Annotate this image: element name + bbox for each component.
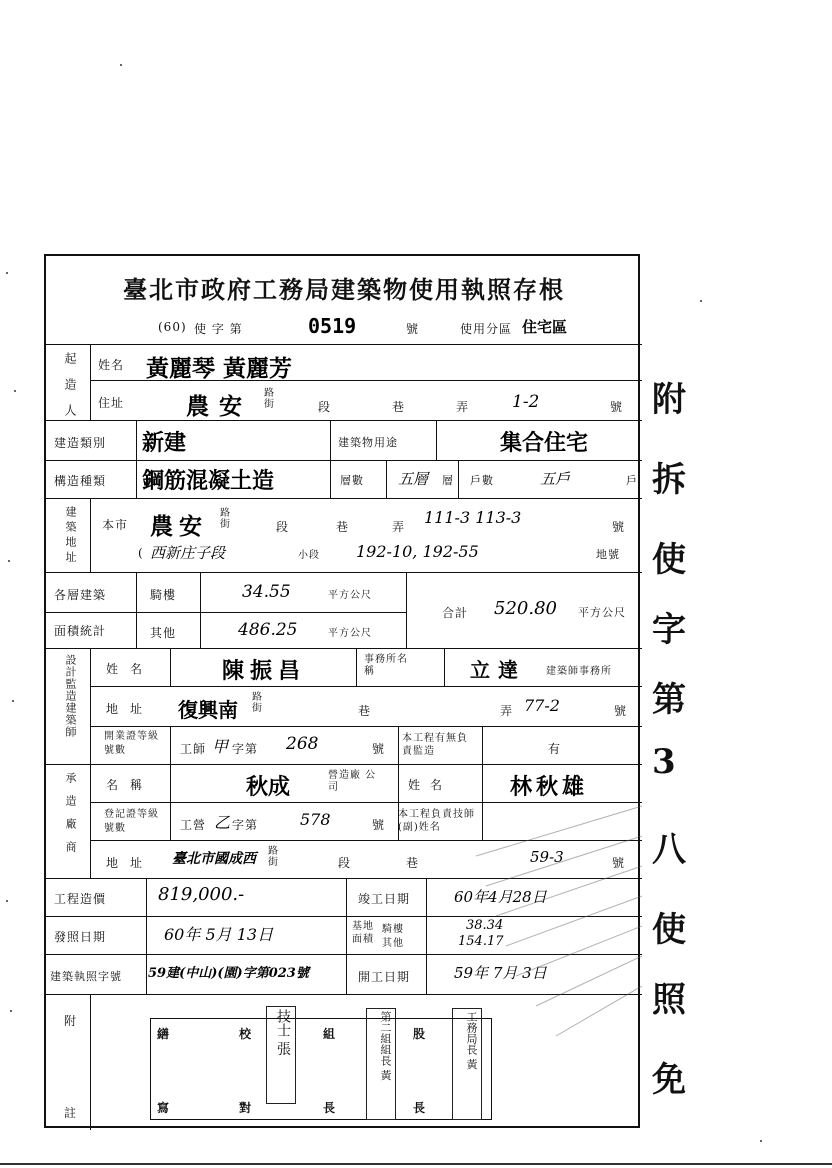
- contractor-license-prefix: 工營: [180, 818, 207, 832]
- designer-office-value: 立達: [470, 658, 526, 682]
- area-arcade-value: 34.55: [242, 582, 291, 602]
- applicant-addr-no: 1-2: [512, 392, 540, 412]
- households-label: 戶數: [470, 474, 494, 487]
- designer-road-unit: 路 街: [252, 692, 263, 714]
- site-nos: 111-3 113-3: [424, 508, 522, 527]
- cost-label: 工程造價: [54, 892, 107, 906]
- floors-unit: 層: [442, 474, 454, 487]
- sign-slot-4: 股: [413, 1027, 427, 1041]
- side-char: 免: [652, 1060, 686, 1100]
- building-class-value: 新建: [142, 430, 187, 456]
- contractor-tech-label: 本工程負責技師(副)姓名: [398, 809, 475, 833]
- designer-addr-no: 77-2: [524, 696, 560, 715]
- contractor-license-unit: 號: [372, 818, 386, 832]
- remarks-label-bottom: 註: [64, 1106, 78, 1120]
- applicant-alley: 弄: [456, 400, 470, 414]
- sign-slot-1b: 寫: [157, 1101, 171, 1115]
- complete-label: 竣工日期: [358, 892, 411, 906]
- designer-license-no: 268: [286, 734, 319, 754]
- structure-label: 構造種類: [54, 474, 107, 488]
- cost-value: 819,000.-: [158, 884, 245, 905]
- designer-no-unit: 號: [614, 704, 628, 718]
- stamp-technician: 技士 張: [266, 1006, 296, 1104]
- designer-lane: 巷: [358, 704, 372, 718]
- contractor-license-grade: 乙: [214, 813, 231, 832]
- designer-addr-label: 地址: [106, 702, 155, 716]
- side-char: 3: [652, 742, 676, 782]
- building-use-value: 集合住宅: [500, 430, 589, 456]
- area-arcade-unit: 平方公尺: [328, 590, 372, 601]
- sign-slot-3: 組: [323, 1027, 337, 1041]
- contractor-section: 段: [338, 856, 352, 870]
- designer-office-suffix: 建築師事務所: [546, 666, 612, 677]
- designer-alley: 弄: [500, 704, 514, 718]
- area-arcade-label: 騎樓: [150, 588, 177, 602]
- designer-group-label: 設計監造建築師: [64, 654, 77, 738]
- designer-license-label: 開業證等級號數: [104, 731, 159, 756]
- sign-slot-2: 校: [239, 1027, 253, 1041]
- designer-supervisor-label: 本工程有無負責監造: [402, 733, 468, 757]
- start-value: 59年 7月 3日: [454, 964, 547, 982]
- designer-name-value: 陳振昌: [222, 658, 307, 684]
- site-no-unit: 號: [612, 520, 626, 534]
- faded-overlay: [476, 796, 642, 1056]
- base-other-label: 其他: [382, 938, 404, 949]
- remarks-label-top: 附: [64, 1014, 78, 1028]
- area-total-unit: 平方公尺: [578, 606, 626, 619]
- signature-box: [150, 1018, 492, 1120]
- applicant-lane: 巷: [392, 400, 406, 414]
- side-char: 八: [652, 830, 686, 870]
- serial-number: 0519: [308, 314, 357, 338]
- area-total-value: 520.80: [494, 598, 557, 619]
- side-char: 使: [652, 910, 686, 950]
- designer-license-grade: 甲: [212, 737, 229, 756]
- building-use-label: 建築物用途: [338, 436, 398, 449]
- contractor-addr-no: 59-3: [530, 848, 564, 866]
- building-class-label: 建造類別: [54, 436, 107, 450]
- serial-prefix: 使 字 第: [194, 322, 243, 336]
- applicant-name-value: 黃麗琴 黃麗芳: [146, 355, 293, 382]
- site-lot-nos: 192-10, 192-55: [356, 542, 479, 561]
- area-other-value: 486.25: [238, 620, 298, 640]
- floors-label: 層數: [340, 474, 364, 487]
- sign-slot-4b: 長: [413, 1101, 427, 1115]
- contractor-addr-road: 臺北市國成西: [172, 851, 256, 867]
- site-section: 段: [276, 520, 290, 534]
- area-group-label-2: 面積統計: [54, 624, 107, 638]
- site-city: 本市: [102, 518, 129, 532]
- scan-bottom-edge: [0, 1163, 832, 1165]
- designer-name-label: 姓名: [106, 662, 155, 676]
- side-char: 字: [652, 610, 686, 650]
- contractor-no-unit: 號: [612, 856, 626, 870]
- contractor-person-value: 林秋雄: [510, 774, 589, 800]
- serial-suffix: 號: [406, 322, 420, 336]
- complete-value: 60年4月28日: [454, 888, 547, 906]
- side-char: 照: [652, 980, 686, 1020]
- designer-office-label: 事務所名稱: [364, 654, 408, 677]
- site-group-label: 建築地址: [64, 506, 77, 566]
- sign-slot-2b: 對: [239, 1101, 253, 1115]
- site-road: 農安: [150, 513, 208, 540]
- contractor-name-label: 名稱: [106, 778, 155, 792]
- base-arcade-value: 38.34: [466, 918, 504, 933]
- households-unit: 戶: [626, 474, 638, 487]
- designer-supervisor-value: 有: [548, 742, 562, 756]
- issue-value: 60年 5月 13日: [164, 925, 274, 944]
- side-char: 使: [652, 540, 686, 580]
- applicant-section: 段: [318, 400, 332, 414]
- contractor-road-unit: 路 街: [268, 846, 279, 868]
- applicant-addr-road: 農安: [186, 393, 252, 420]
- applicant-name-label: 姓名: [98, 358, 125, 372]
- base-label: 基地面積: [352, 921, 374, 945]
- households-value: 五戶: [540, 470, 571, 488]
- contractor-license-mid: 字第: [232, 818, 259, 832]
- designer-addr-road: 復興南: [178, 698, 238, 722]
- stamp-director: 工務局長 黃: [452, 1008, 482, 1120]
- contractor-group-label: 承造廠商: [64, 772, 77, 864]
- site-lot-area: 西新庄子段: [150, 544, 226, 562]
- side-char: 附: [652, 380, 686, 420]
- site-lot-unit: 地號: [596, 548, 620, 561]
- sign-slot-3b: 長: [323, 1101, 337, 1115]
- side-char: 第: [652, 680, 686, 720]
- issue-label: 發照日期: [54, 930, 107, 944]
- site-road-unit: 路 街: [220, 508, 231, 530]
- contractor-person-label: 姓名: [408, 778, 453, 792]
- contractor-addr-label: 地址: [106, 856, 155, 870]
- stamp-group-leader: 第二組組長 黃: [366, 1008, 396, 1120]
- contractor-name-value: 秋成: [246, 774, 291, 800]
- applicant-group-label: 起造人: [63, 352, 77, 430]
- contractor-license-no: 578: [300, 810, 331, 829]
- contractor-license-label: 登記證等級號數: [104, 809, 159, 834]
- site-lot-sub: 小段: [298, 550, 320, 561]
- contractor-lane: 巷: [406, 856, 420, 870]
- site-lane: 巷: [336, 520, 350, 534]
- permit-value: 59建(中山)(園)字第023號: [148, 966, 309, 981]
- side-char: 拆: [652, 460, 686, 500]
- serial-year: (60): [158, 320, 187, 334]
- floors-value: 五層: [398, 470, 429, 488]
- zone-label: 使用分區: [460, 322, 513, 336]
- form-title: 臺北市政府工務局建築物使用執照存根: [123, 275, 565, 304]
- base-arcade-label: 騎樓: [382, 924, 404, 935]
- contractor-name-suffix: 營造廠 公司: [328, 770, 377, 793]
- area-group-label-1: 各層建築: [54, 588, 107, 602]
- designer-license-prefix: 工師: [180, 742, 207, 756]
- area-other-unit: 平方公尺: [328, 628, 372, 639]
- area-other-label: 其他: [150, 626, 177, 640]
- applicant-no-unit: 號: [610, 400, 624, 414]
- start-label: 開工日期: [358, 970, 411, 984]
- base-other-value: 154.17: [458, 934, 504, 949]
- designer-license-unit: 號: [372, 742, 386, 756]
- permit-form: 臺北市政府工務局建築物使用執照存根 (60) 使 字 第 0519 號 使用分區 住宅區 起造人 姓名 黃麗琴 黃麗芳 住址 農安 路 街 段 巷 弄 1-2 號 建造類別 新建 建築物用途 集合住宅 構造種類 鋼筋混凝土造 層數 五層 層 戶數 五戶 戶 建築地址 本市 農安 路 街 段 巷 弄 111-3 113-3 號 ( 西新庄子段 小段 192-10, 192-55 地號 各層建築 面積統計 騎樓 34.55 平方公尺 其他 486.25 平方公尺 合計 520.80 平方公尺 設計監造建築師 姓名 陳振昌 事務所名稱 立達 建築師事務所 地址 復興南 路 街 巷 弄 77-2 號 開業證等級號數 工師 甲 字第 268 號 本工程有無負責監造 有 承造廠商 名稱 秋成 營造廠 公司 姓名 林秋雄 登記證等級號數 工營 乙 字第 578 號 本工程負責技師(副)姓名 地址 臺北市國成西 路 街 段 巷 59-3 號 工程造價 819,000.- 竣工日期 60年4月28日 發照日期 60年 5月 13日 基地面積 騎樓 其他 38.34 154.17 建築執照字號 59建(中山)(園)字第023號 開工日期 59年 7月 3日 附 註 繕 寫 校 對 組 長 股 長 技士 張 第二組組長 黃 工務局長 黃: [44, 254, 640, 1128]
- applicant-road-unit: 路 街: [264, 388, 275, 410]
- area-total-label: 合計: [442, 606, 469, 620]
- structure-value: 鋼筋混凝土造: [142, 468, 275, 494]
- zone-value: 住宅區: [522, 318, 568, 336]
- site-alley: 弄: [392, 520, 406, 534]
- permit-label: 建築執照字號: [50, 970, 122, 983]
- sign-slot-1: 繕: [157, 1027, 171, 1041]
- designer-license-mid: 字第: [232, 742, 259, 756]
- applicant-addr-label: 住址: [98, 396, 125, 410]
